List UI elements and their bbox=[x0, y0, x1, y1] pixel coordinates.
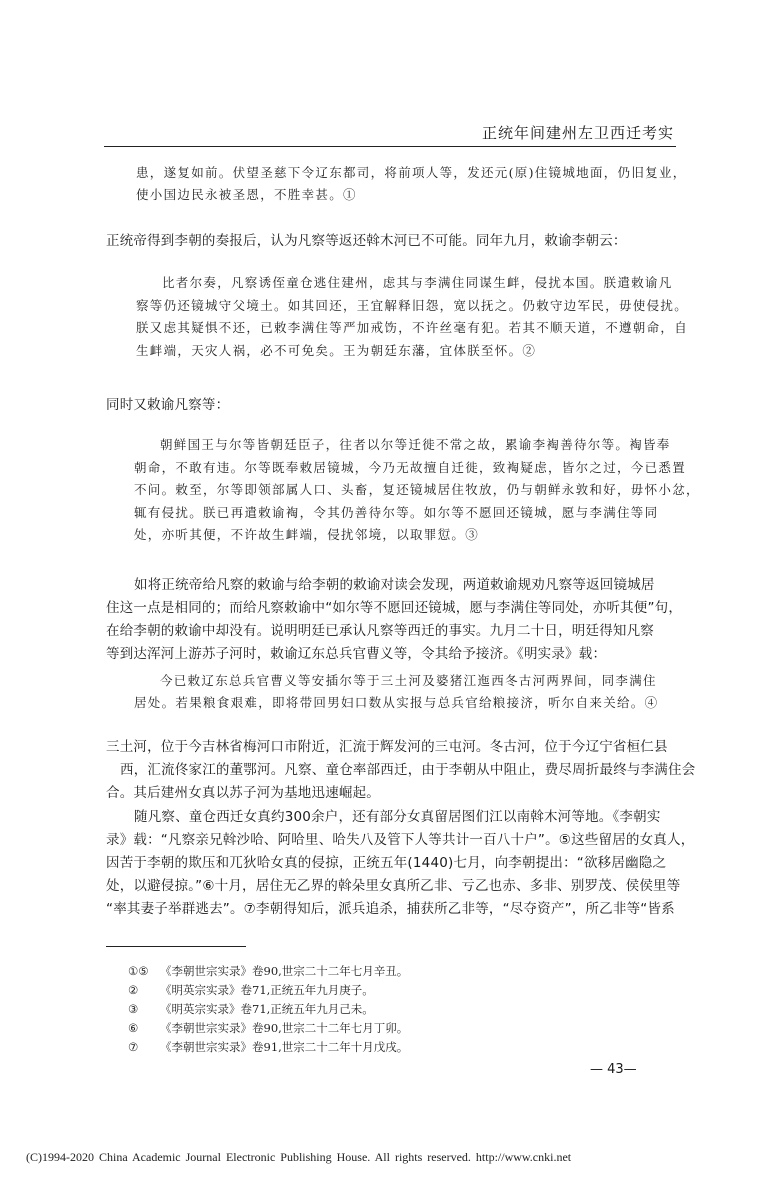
quote-line: 今已敕辽东总兵官曹义等安插尔等于三土河及婆猪江迤西冬古河两界间，同李满住 bbox=[160, 673, 657, 688]
footnote-item bbox=[128, 1038, 408, 1057]
paragraph-line: 正统帝得到李朝的奏报后，认为凡察等返还斡木河已不可能。同年九月，敕谕李朝云： bbox=[106, 233, 627, 249]
quote-line: 生衅端，天灾人祸，必不可免矣。王为朝廷东藩，宜体朕至怀。② bbox=[136, 342, 537, 358]
footnote-mark: ③ bbox=[128, 1002, 139, 1016]
paragraph-line: “率其妻子举群逃去”。⑦李朝得知后，派兵追杀，捕获所乙非等，“尽夺资产”，所乙非等“皆系 bbox=[106, 901, 675, 917]
quote-block-3 bbox=[134, 434, 700, 547]
quote-line: 辄有侵扰。朕已再遣敕谕裪，令其仍善待尔等。如尔等不愿回还镜城，愿与李满住等同 bbox=[134, 504, 659, 520]
paragraph-1 bbox=[106, 230, 627, 253]
copyright-notice: (C)1994-2020 China Academic Journal Electronic Publishing House. All rights reserved. http://www.cnki.net bbox=[26, 1150, 572, 1164]
quote-line: 处，亦听其便，不许故生衅端，侵扰邻境，以取罪愆。③ bbox=[134, 527, 480, 542]
quote-block-2 bbox=[136, 272, 688, 362]
quote-line: 朝鲜国王与尔等皆朝廷臣子，往者以尔等迁徙不常之故，累谕李裪善待尔等。裪皆奉 bbox=[160, 437, 671, 452]
paragraph-5 bbox=[106, 806, 694, 921]
paragraph-line: 在给李朝的敕谕中却没有。说明明廷已承认凡察等西迁的事实。九月二十日，明廷得知凡察 bbox=[106, 623, 654, 639]
quote-line: 不问。敕至，尔等即领部属人口、头畜，复还镜城居住牧放，仍与朝鲜永敦和好，毋怀小忿， bbox=[134, 482, 700, 497]
paragraph-line: 录》载：“凡察亲兄斡沙哈、阿哈里、哈失八及管下人等共计一百八十户”。⑤这些留居的女真人， bbox=[106, 832, 695, 848]
quote-line: 比者尔奏，凡察诱侄童仓逃住建州，虑其与李满住同谋生衅，侵扰本国。朕遣敕谕凡 bbox=[162, 275, 673, 290]
paragraph-line: 西，汇流佟家江的董鄂河。凡察、童仓率部西迁，由于李朝从中阻止，费尽周折最终与李满住会 bbox=[120, 762, 696, 778]
footnote-mark: ①⑤ bbox=[128, 964, 149, 978]
footnote-text: 《李朝世宗实录》卷91,世宗二十二年十月戊戌。 bbox=[160, 1040, 409, 1054]
quote-line: 察等仍还镜城守父境土。如其回还，王宜解释旧怨，宽以抚之。仍敕守边军民，毋使侵扰。 bbox=[136, 297, 689, 313]
paragraph-line: 等到达浑河上游苏子河时，敕谕辽东总兵官曹义等，令其给予接济。《明实录》载： bbox=[106, 646, 607, 662]
quote-block-4 bbox=[134, 670, 658, 714]
running-title: 正统年间建州左卫西迁考实 bbox=[481, 124, 674, 142]
paragraph-line: 处，以避侵掠。”⑥十月，居住无乙界的斡朵里女真所乙非、亏乙也赤、多非、别罗茂、侯侯里等 bbox=[106, 878, 681, 894]
footnote-mark: ⑦ bbox=[128, 1040, 139, 1054]
footnote-item bbox=[128, 1000, 408, 1019]
quote-line: 居处。若果粮食艰难，即将带回男妇口数从实报与总兵官给粮接济，听尔自来关给。④ bbox=[134, 695, 659, 710]
paragraph-line: 如将正统帝给凡察的敕谕与给李朝的敕谕对读会发现，两道敕谕规劝凡察等返回镜城居 bbox=[134, 577, 655, 593]
paragraph-line: 同时又敕谕凡察等： bbox=[106, 397, 230, 413]
footnote-item bbox=[128, 981, 408, 1000]
footnote-text: 《明英宗实录》卷71,正统五年九月己未。 bbox=[160, 1002, 374, 1016]
paragraph-2 bbox=[106, 394, 229, 417]
paragraph-line: 住这一点是相同的；而给凡察敕谕中“如尔等不愿回还镜城，愿与李满住等同处，亦听其便”句， bbox=[106, 600, 683, 616]
footnote-item bbox=[128, 962, 408, 981]
paragraph-line: 三土河，位于今吉林省梅河口市附近，汇流于辉发河的三屯河。冬古河，位于今辽宁省桓仁县 bbox=[106, 739, 668, 755]
quote-line: 使小国边民永被圣恩，不胜幸甚。① bbox=[136, 187, 357, 202]
footnote-text: 《明英宗实录》卷71,正统五年九月庚子。 bbox=[160, 983, 374, 997]
quote-block-1 bbox=[136, 162, 687, 206]
paragraph-3 bbox=[106, 574, 682, 666]
quote-line: 朕又虑其疑惧不还，已敕李满住等严加戒饬，不许丝毫有犯。若其不顺天道，不遵朝命，自 bbox=[136, 320, 689, 335]
footnote-mark: ⑥ bbox=[128, 1021, 139, 1035]
footnote-text: 《李朝世宗实录》卷90,世宗二十二年七月丁卯。 bbox=[160, 1021, 409, 1035]
footnote-text: 《李朝世宗实录》卷90,世宗二十二年七月辛丑。 bbox=[160, 964, 409, 978]
paragraph-line: 合。其后建州女真以苏子河为基地迅速崛起。 bbox=[106, 785, 380, 801]
footnotes bbox=[128, 962, 408, 1057]
page-number: — 43— bbox=[590, 1062, 637, 1077]
footnote-rule bbox=[106, 946, 246, 947]
paragraph-4 bbox=[106, 736, 695, 805]
paragraph-line: 因苦于李朝的欺压和兀狄哈女真的侵掠，正统五年(1440)七月，向李朝提出：“欲移居幽隐之 bbox=[106, 855, 667, 871]
paragraph-line: 随凡察、童仓西迁女真约300余户，还有部分女真留居图们江以南斡木河等地。《李朝实 bbox=[134, 809, 661, 825]
quote-line: 朝命，不敢有违。尔等既奉敕居镜城，今乃无故擅自迁徙，致裪疑虑，皆尔之过，今已悉置 bbox=[134, 459, 687, 475]
footnote-mark: ② bbox=[128, 983, 139, 997]
footnote-item bbox=[128, 1019, 408, 1038]
header-rule bbox=[104, 146, 676, 147]
quote-line: 患，遂复如前。伏望圣慈下令辽东都司，将前项人等，发还元(原)住镜城地面，仍旧复业， bbox=[136, 165, 687, 180]
